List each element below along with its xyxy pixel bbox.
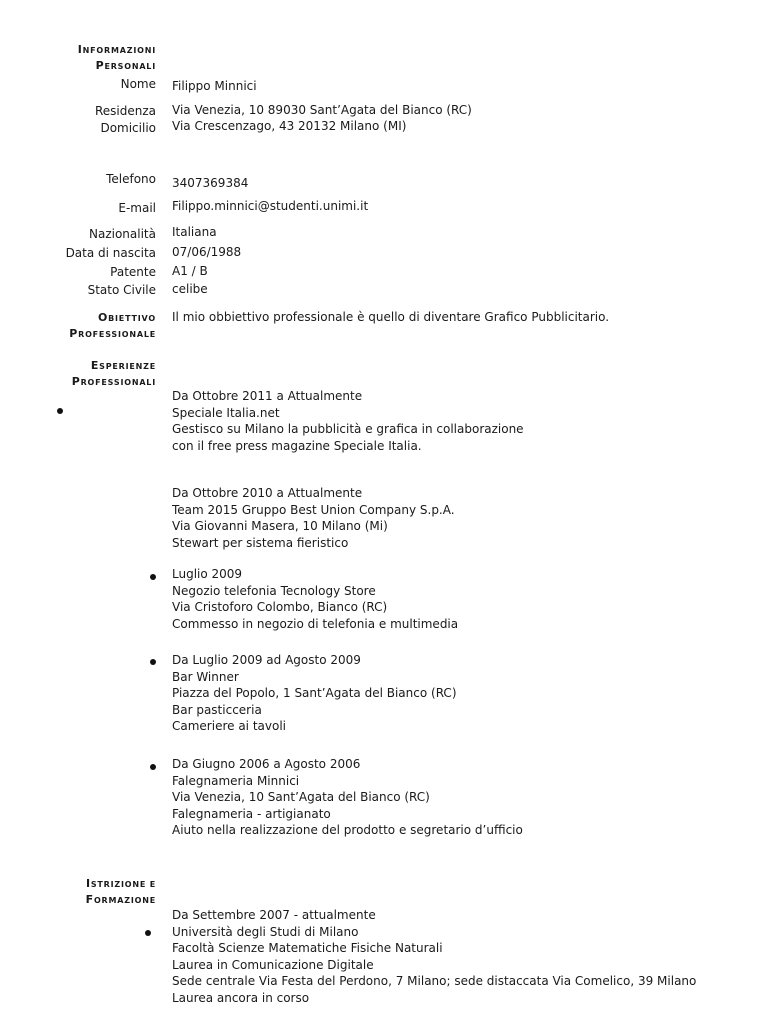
- bullet-icon: [57, 408, 63, 414]
- objective-text: Il mio obbiettivo professionale è quello di diventare Grafico Pubblicitario.: [172, 310, 610, 324]
- license-value: A1 / B: [172, 264, 208, 278]
- email-label: E-mail: [118, 201, 156, 215]
- section-experience-line1: ESPERIENZE: [90, 359, 156, 372]
- experience-line: Da Giugno 2006 a Agosto 2006: [172, 757, 361, 771]
- name-value: Filippo Minnici: [172, 79, 257, 93]
- email-value: Filippo.minnici@studenti.unimi.it: [172, 199, 369, 213]
- experience-line: Cameriere ai tavoli: [172, 719, 286, 733]
- nationality-value: Italiana: [172, 225, 217, 239]
- experience-line: Team 2015 Gruppo Best Union Company S.p.A.: [172, 502, 455, 517]
- experience-line: Speciale Italia.net: [172, 405, 280, 420]
- bullet-icon: [150, 574, 156, 580]
- experience-line: Gestisco su Milano la pubblicità e grafica in collaborazione: [172, 422, 524, 436]
- experience-line: Aiuto nella realizzazione del prodotto e segretario d’ufficio: [172, 823, 523, 837]
- experience-line: Via Giovanni Masera, 10 Milano (Mi): [172, 519, 388, 533]
- experience-line: Via Cristoforo Colombo, Bianco (RC): [172, 600, 388, 614]
- section-experience-line2: PROFESSIONALI: [71, 375, 156, 388]
- section-objective-line1: OBIETTIVO: [97, 311, 156, 324]
- experience-line: con il free press magazine Speciale Italia.: [172, 438, 422, 453]
- residence-value: Via Venezia, 10 89030 Sant’Agata del Bianco (RC): [172, 103, 472, 117]
- section-experience-heading: [72, 358, 156, 390]
- section-objective-line2: PROFESSIONALE: [69, 327, 156, 340]
- phone-value: 3407369384: [172, 176, 249, 190]
- section-objective-heading: [69, 310, 156, 342]
- education-entry: [172, 907, 696, 1006]
- bullet-icon: [150, 659, 156, 665]
- experience-entry: [172, 485, 455, 551]
- section-personal-line1: INFORMAZIONI: [77, 43, 156, 56]
- birth-label: Data di nascita: [65, 246, 156, 260]
- phone-label: Telefono: [106, 172, 156, 186]
- education-line: Laurea ancora in corso: [172, 990, 310, 1005]
- education-line: Laurea in Comunicazione Digitale: [172, 957, 374, 972]
- section-education-line2: FORMAZIONE: [85, 893, 156, 906]
- name-label: Nome: [120, 77, 156, 91]
- experience-line: Falegnameria Minnici: [172, 773, 300, 788]
- experience-line: Da Ottobre 2011 a Attualmente: [172, 389, 363, 403]
- license-label: Patente: [110, 265, 156, 279]
- section-personal-heading: [78, 42, 156, 74]
- experience-line: Luglio 2009: [172, 567, 243, 581]
- bullet-icon: [145, 930, 151, 936]
- experience-entry: [172, 652, 457, 735]
- education-line: Università degli Studi di Milano: [172, 924, 359, 939]
- section-personal-line2: PERSONALI: [95, 59, 156, 72]
- education-line: Facoltà Scienze Matematiche Fisiche Naturali: [172, 941, 443, 955]
- domicile-value: Via Crescenzago, 43 20132 Milano (MI): [172, 119, 407, 133]
- experience-line: Stewart per sistema fieristico: [172, 535, 349, 550]
- experience-entry: [172, 756, 523, 839]
- domicile-label: Domicilio: [100, 121, 156, 135]
- nationality-label: Nazionalità: [89, 227, 156, 241]
- experience-entry: [172, 566, 458, 632]
- experience-line: Commesso in negozio di telefonia e multimedia: [172, 616, 459, 631]
- section-education-line1: ISTRIZIONE E: [85, 877, 156, 890]
- experience-line: Falegnameria - artigianato: [172, 806, 331, 821]
- civil-value: celibe: [172, 282, 208, 296]
- experience-line: Negozio telefonia Tecnology Store: [172, 583, 376, 598]
- experience-line: Da Ottobre 2010 a Attualmente: [172, 486, 363, 500]
- experience-line: Da Luglio 2009 ad Agosto 2009: [172, 653, 361, 667]
- experience-entry: [172, 388, 524, 454]
- experience-line: Via Venezia, 10 Sant’Agata del Bianco (RC): [172, 790, 430, 804]
- bullet-icon: [150, 764, 156, 770]
- civil-label: Stato Civile: [87, 283, 156, 297]
- residence-label: Residenza: [94, 104, 156, 118]
- section-education-heading: [86, 876, 156, 908]
- experience-line: Bar Winner: [172, 669, 239, 684]
- experience-line: Piazza del Popolo, 1 Sant’Agata del Bianco (RC): [172, 686, 457, 700]
- birth-value: 07/06/1988: [172, 245, 242, 259]
- experience-line: Bar pasticceria: [172, 702, 262, 717]
- education-line: Sede centrale Via Festa del Perdono, 7 Milano; sede distaccata Via Comelico, 39 Milano: [172, 974, 697, 988]
- education-line: Da Settembre 2007 - attualmente: [172, 908, 376, 922]
